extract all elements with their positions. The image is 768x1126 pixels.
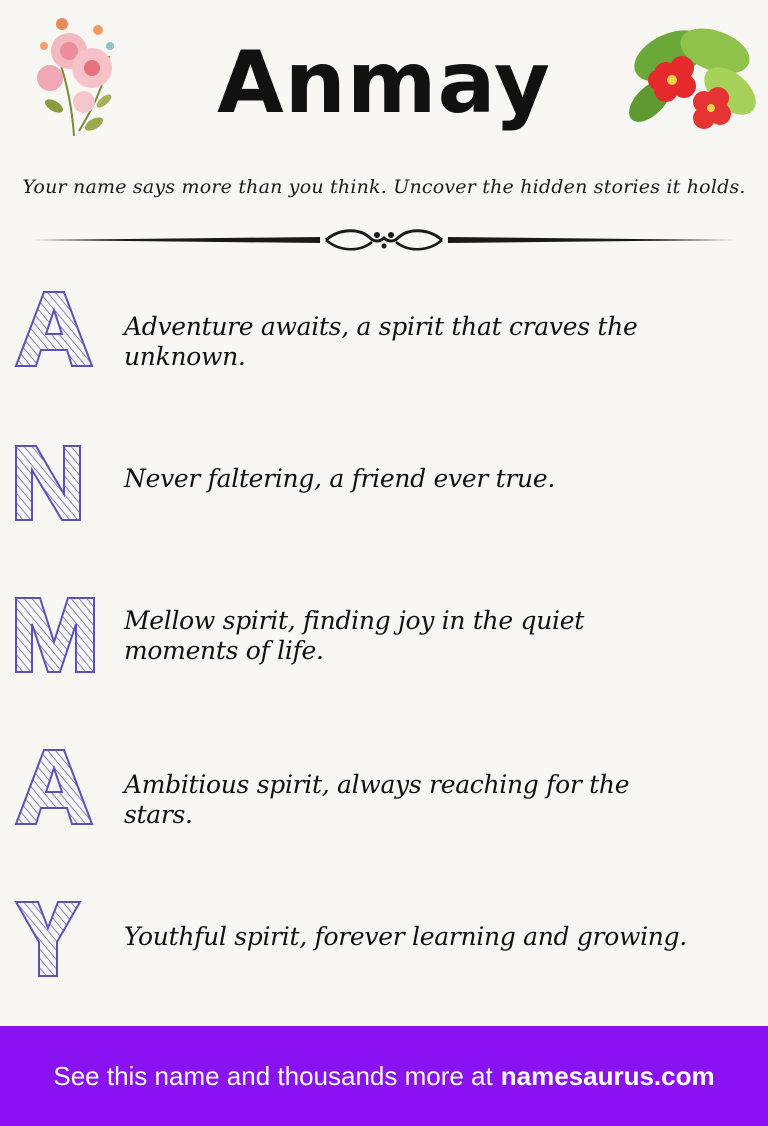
letter-y-icon: [12, 898, 98, 982]
letter-a-icon: [12, 746, 98, 830]
acrostic-phrase: Never faltering, a friend ever true.: [124, 464, 555, 493]
footer-banner: [0, 1026, 768, 1126]
acrostic-row: [0, 746, 768, 836]
acrostic-phrase: Adventure awaits, a spirit that craves the unknown.: [124, 312, 638, 371]
page-title: Anmay: [217, 33, 551, 133]
acrostic-row: [0, 898, 768, 988]
acrostic-row: [0, 594, 768, 684]
footer-prefix: See this name and thousands more at: [53, 1060, 493, 1091]
acrostic-phrase: Mellow spirit, finding joy in the quiet moments of life.: [124, 606, 584, 665]
ornamental-divider: [30, 226, 738, 254]
acrostic-row: [0, 288, 768, 378]
acrostic-phrase: Youthful spirit, forever learning and growing.: [124, 922, 687, 951]
tagline: Your name says more than you think. Uncover the hidden stories it holds.: [22, 176, 746, 198]
acrostic-phrase: Ambitious spirit, always reaching for the stars.: [124, 770, 630, 829]
acrostic-row: [0, 442, 768, 532]
letter-n-icon: [12, 442, 98, 526]
footer-site-link[interactable]: namesaurus.com: [500, 1060, 715, 1091]
letter-m-icon: [12, 594, 98, 678]
letter-a-icon: [12, 288, 98, 372]
